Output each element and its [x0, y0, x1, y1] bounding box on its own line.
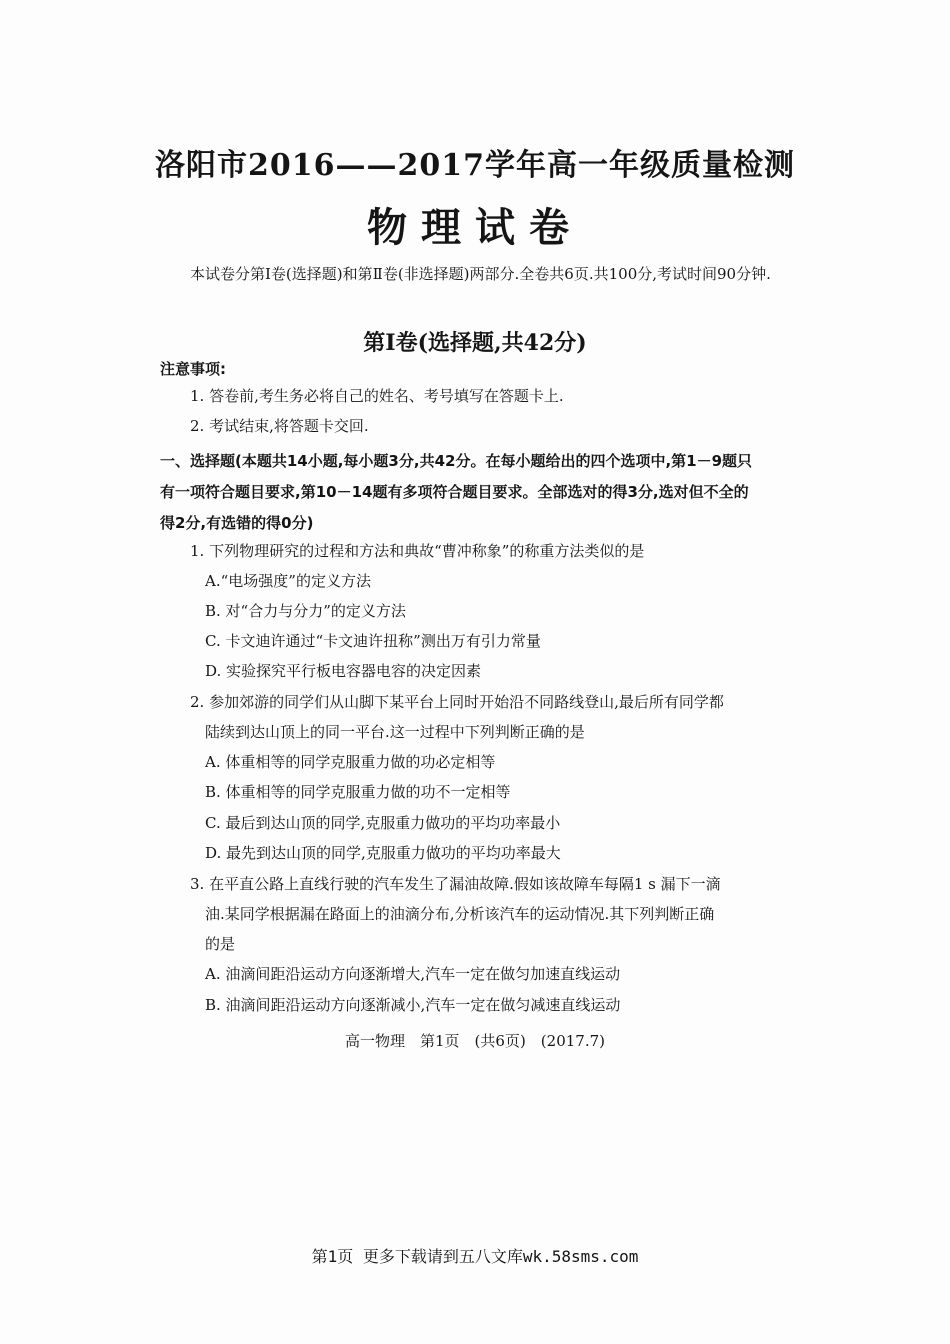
- page-footer-meta: 高一物理 第1页 (共6页) (2017.7): [345, 1032, 605, 1050]
- question-2-option-a: A. 体重相等的同学克服重力做的功必定相等: [205, 753, 496, 771]
- notice-title: 注意事项:: [160, 360, 226, 378]
- download-link-text[interactable]: 第1页 更多下载请到五八文库wk.58sms.com: [311, 1247, 639, 1266]
- question-3-stem: 3. 在平直公路上直线行驶的汽车发生了漏油故障.假如该故障车每隔1 s 漏下一滴: [190, 875, 721, 893]
- question-2-option-d: D. 最先到达山顶的同学,克服重力做功的平均功率最大: [205, 844, 561, 862]
- question-1-stem: 1. 下列物理研究的过程和方法和典故“曹冲称象”的称重方法类似的是: [190, 542, 645, 560]
- exam-title: 洛阳市2016——2017学年高一年级质量检测: [155, 148, 795, 183]
- exam-subtitle: 物理试卷: [367, 204, 583, 251]
- section-title: 第Ⅰ卷(选择题,共42分): [363, 330, 587, 356]
- question-3-stem: 的是: [205, 935, 236, 953]
- part-desc-line: 有一项符合题目要求,第10－14题有多项符合题目要求。全部选对的得3分,选对但不全的: [160, 483, 749, 501]
- question-1-option-a: A.“电场强度”的定义方法: [205, 572, 371, 590]
- question-2-stem: 2. 参加郊游的同学们从山脚下某平台上同时开始沿不同路线登山,最后所有同学都: [190, 693, 724, 711]
- part-desc-line: 得2分,有选错的得0分): [160, 514, 314, 532]
- question-1-option-c: C. 卡文迪许通过“卡文迪许扭称”测出万有引力常量: [205, 632, 541, 650]
- part-description: [160, 446, 790, 539]
- question-2-stem: 陆续到达山顶上的同一平台.这一过程中下列判断正确的是: [205, 723, 585, 741]
- question-2-option-b: B. 体重相等的同学克服重力做的功不一定相等: [205, 783, 511, 801]
- question-3-stem: 油.某同学根据漏在路面上的油滴分布,分析该汽车的运动情况.其下列判断正确: [205, 905, 715, 923]
- exam-intro: 本试卷分第Ⅰ卷(选择题)和第Ⅱ卷(非选择题)两部分.全卷共6页.共100分,考试时间90分钟.: [190, 265, 771, 283]
- notice-item: 2. 考试结束,将答题卡交回.: [190, 417, 369, 435]
- question-1-option-d: D. 实验探究平行板电容器电容的决定因素: [205, 662, 482, 680]
- notice-item: 1. 答卷前,考生务必将自己的姓名、考号填写在答题卡上.: [190, 387, 564, 405]
- question-3-option-b: B. 油滴间距沿运动方向逐渐减小,汽车一定在做匀减速直线运动: [205, 996, 621, 1014]
- question-3-option-a: A. 油滴间距沿运动方向逐渐增大,汽车一定在做匀加速直线运动: [205, 965, 621, 983]
- question-1-option-b: B. 对“合力与分力”的定义方法: [205, 602, 406, 620]
- question-2-option-c: C. 最后到达山顶的同学,克服重力做功的平均功率最小: [205, 814, 561, 832]
- part-desc-line: 一、选择题(本题共14小题,每小题3分,共42分。在每小题给出的四个选项中,第1－9题只: [160, 452, 753, 470]
